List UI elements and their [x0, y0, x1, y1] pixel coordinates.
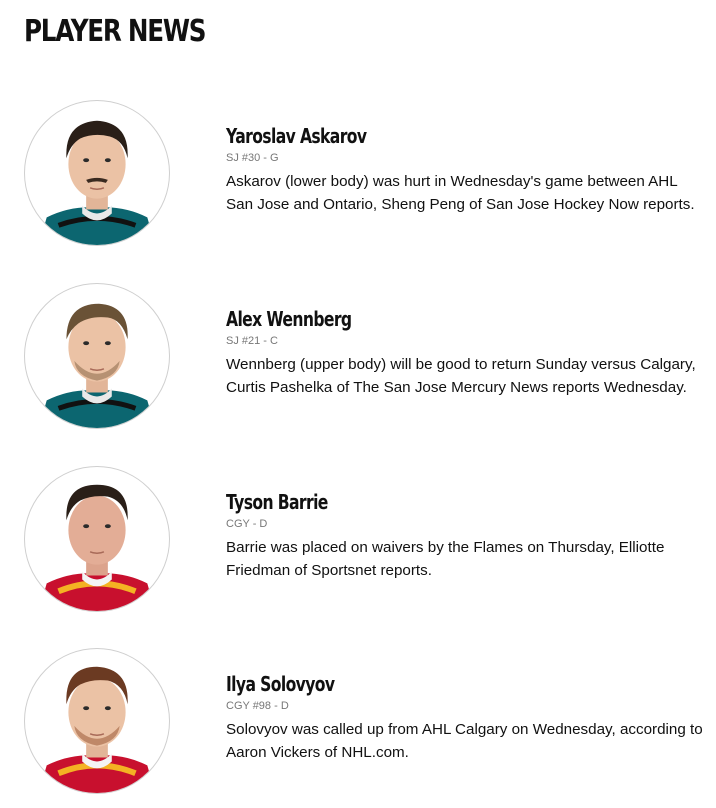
- news-text: Askarov (lower body) was hurt in Wednesday's game between AHL San Jose and Ontario, Sheng Peng of San Jose Hockey Now reports.: [226, 173, 695, 213]
- jersey: [39, 573, 155, 611]
- player-headshot[interactable]: [24, 466, 170, 612]
- jersey: [39, 755, 155, 793]
- news-item: [0, 466, 716, 626]
- news-text: Solovyov was called up from AHL Calgary on Wednesday, according to Aaron Vickers of NHL.com.: [226, 721, 703, 761]
- player-name[interactable]: Tyson Barrie: [226, 490, 328, 514]
- news-item: [0, 100, 716, 260]
- player-team-number-position: SJ #21 - C: [226, 335, 278, 347]
- section-title: PLAYER NEWS: [24, 14, 206, 49]
- player-name[interactable]: Yaroslav Askarov: [226, 124, 367, 148]
- player-headshot[interactable]: [24, 283, 170, 429]
- player-headshot-icon: [25, 649, 169, 793]
- player-name[interactable]: Ilya Solovyov: [226, 672, 335, 696]
- news-text: Wennberg (upper body) will be good to return Sunday versus Calgary, Curtis Pashelka of The San Jose Mercury News reports Wednesday.: [226, 356, 696, 396]
- player-name[interactable]: Alex Wennberg: [226, 307, 352, 331]
- player-team-number-position: CGY - D: [226, 518, 268, 530]
- jersey: [39, 207, 155, 245]
- player-headshot-icon: [25, 101, 169, 245]
- news-item: [0, 283, 716, 443]
- news-text: Barrie was placed on waivers by the Flames on Thursday, Elliotte Friedman of Sportsnet reports.: [226, 539, 665, 579]
- player-headshot[interactable]: [24, 100, 170, 246]
- jersey: [39, 390, 155, 428]
- player-team-number-position: CGY #98 - D: [226, 700, 289, 712]
- player-headshot-icon: [25, 284, 169, 428]
- player-team-number-position: SJ #30 - G: [226, 152, 279, 164]
- news-item: [0, 648, 716, 808]
- player-headshot[interactable]: [24, 648, 170, 794]
- player-headshot-icon: [25, 467, 169, 611]
